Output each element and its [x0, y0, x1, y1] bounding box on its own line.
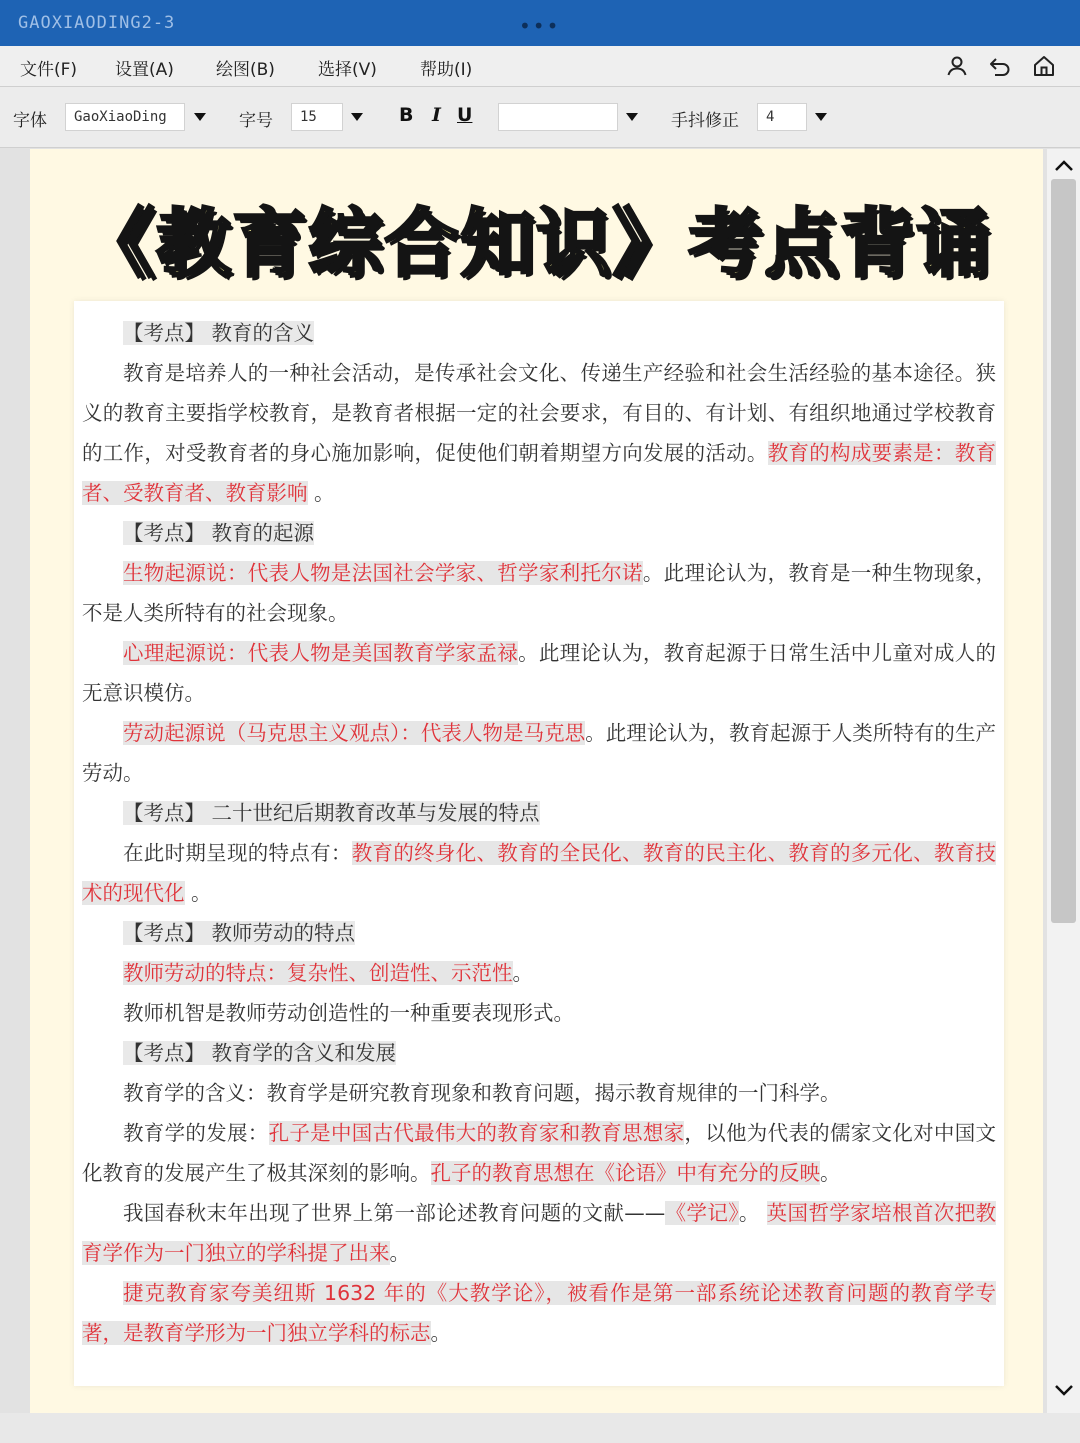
paragraph: 教师劳动的特点：复杂性、创造性、示范性。 [123, 961, 533, 985]
style-select[interactable] [498, 103, 618, 131]
undo-icon[interactable] [988, 54, 1012, 78]
paragraph: 教育是培养人的一种社会活动，是传承社会文化、传递生产经验和社会生活经验的基本途径。狭义的教育主要指学校教育，是教育者根据一定的社会要求，有目的、有计划、有组织地通过学校教育的工作，对受教育者的身心施加影响，促使他们朝着期望方向发展的活动。教育的构成要素是：教育者、受教育者、教育影响 。 [82, 361, 997, 505]
size-select[interactable]: 15 [291, 103, 343, 131]
font-dropdown-arrow[interactable] [186, 103, 214, 131]
paragraph: 我国春秋末年出现了世界上第一部论述教育问题的文献——《学记》。 英国哲学家培根首次把教育学作为一门独立的学科提了出来。 [82, 1201, 997, 1265]
menu-file[interactable]: 文件(F) [20, 60, 78, 80]
underline-button[interactable]: U [457, 104, 473, 126]
chevron-down-icon[interactable] [1051, 1377, 1077, 1403]
font-select[interactable]: GaoXiaoDing [65, 103, 185, 131]
paragraph: 教育学的含义：教育学是研究教育现象和教育问题，揭示教育规律的一门科学。 [123, 1081, 841, 1105]
paragraph: 教育学的发展：孔子是中国古代最伟大的教育家和教育思想家，以他为代表的儒家文化对中国文化教育的发展产生了极其深刻的影响。孔子的教育思想在《论语》中有充分的反映。 [82, 1121, 997, 1185]
document-page[interactable] [30, 149, 1043, 1413]
section-title: 【考点】 教育的起源 [123, 521, 315, 545]
paragraph: 在此时期呈现的特点有：教育的终身化、教育的全民化、教育的民主化、教育的多元化、教育技术的现代化 。 [82, 841, 997, 905]
chevron-down-icon [193, 112, 207, 122]
paragraph: 生物起源说：代表人物是法国社会学家、哲学家利托尔诺。此理论认为，教育是一种生物现象，不是人类所特有的社会现象。 [82, 561, 997, 625]
chevron-down-icon [350, 112, 364, 122]
title-bar [0, 0, 1080, 46]
style-dropdown-arrow[interactable] [618, 103, 646, 131]
section-title: 【考点】 教师劳动的特点 [123, 921, 356, 945]
menu-draw[interactable]: 绘图(B) [216, 60, 275, 80]
chevron-up-icon[interactable] [1051, 153, 1077, 179]
home-icon[interactable] [1032, 54, 1056, 78]
chevron-down-icon [625, 112, 639, 122]
user-icon[interactable] [945, 54, 969, 78]
font-label: 字体 [13, 111, 47, 131]
italic-button[interactable]: I [432, 104, 441, 126]
notes-content[interactable] [74, 301, 1004, 1386]
menu-select[interactable]: 选择(V) [318, 60, 377, 80]
size-label: 字号 [239, 111, 273, 131]
size-dropdown-arrow[interactable] [343, 103, 371, 131]
menu-help[interactable]: 帮助(I) [420, 60, 473, 80]
jitter-select[interactable]: 4 [757, 103, 807, 131]
chevron-down-icon [814, 112, 828, 122]
section-title: 【考点】 二十世纪后期教育改革与发展的特点 [123, 801, 540, 825]
section-title: 【考点】 教育学的含义和发展 [123, 1041, 397, 1065]
paragraph: 心理起源说：代表人物是美国教育学家孟禄。此理论认为，教育起源于日常生活中儿童对成人的无意识模仿。 [82, 641, 997, 705]
format-toolbar [0, 87, 1080, 148]
document-heading: 《教育综合知识》考点背诵 [80, 201, 993, 287]
scroll-thumb[interactable] [1051, 179, 1076, 923]
paragraph: 教师机智是教师劳动创造性的一种重要表现形式。 [123, 1001, 574, 1025]
menu-bar [0, 46, 1080, 87]
bold-button[interactable]: B [399, 104, 414, 126]
jitter-dropdown-arrow[interactable] [807, 103, 835, 131]
paragraph: 捷克教育家夸美纽斯 1632 年的《大教学论》，被看作是第一部系统论述教育问题的教育学专著，是教育学形为一门独立学科的标志。 [82, 1281, 996, 1345]
jitter-label: 手抖修正 [671, 111, 739, 131]
paragraph: 劳动起源说（马克思主义观点）：代表人物是马克思。此理论认为，教育起源于人类所特有的生产劳动。 [82, 721, 997, 785]
vertical-scrollbar[interactable] [1047, 149, 1080, 1413]
menu-settings[interactable]: 设置(A) [115, 60, 174, 80]
status-strip [0, 1413, 1080, 1443]
window-menu-dots[interactable]: ••• [519, 14, 561, 38]
section-title: 【考点】 教育的含义 [123, 321, 315, 345]
app-title: GAOXIAODING2-3 [18, 13, 176, 33]
